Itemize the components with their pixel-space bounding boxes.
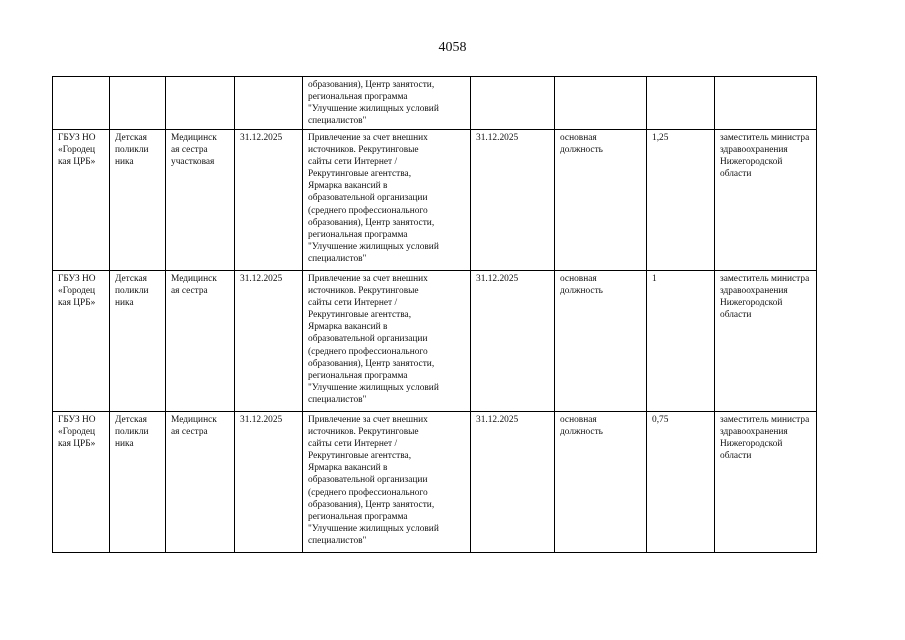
- cell-responsible: [715, 77, 817, 130]
- table-row: [53, 271, 817, 412]
- cell-rate: 0,75: [647, 412, 715, 553]
- cell-job-type: основная должность: [555, 412, 647, 553]
- cell-department: Детская поликли ника: [110, 271, 166, 412]
- cell-date: 31.12.2025: [235, 412, 303, 553]
- table-row: [53, 130, 817, 271]
- cell-rate: [647, 77, 715, 130]
- cell-measures: Привлечение за счет внешних источников. Рекрутинговые сайты сети Интернет / Рекрутинговые агентства, Ярмарка вакансий в образовательной организации (среднего профессионального образования), Центр занятости, региональная программа "Улучшение жилищных условий специалистов": [303, 412, 471, 553]
- cell-responsible: заместитель министра здравоохранения Нижегородской области: [715, 130, 817, 271]
- cell-date: [235, 77, 303, 130]
- cell-department: Детская поликли ника: [110, 130, 166, 271]
- table-row: [53, 412, 817, 553]
- cell-organization: ГБУЗ НО «Городец кая ЦРБ»: [53, 412, 110, 553]
- cell-deadline: 31.12.2025: [471, 271, 555, 412]
- cell-responsible: заместитель министра здравоохранения Нижегородской области: [715, 271, 817, 412]
- cell-rate: 1: [647, 271, 715, 412]
- cell-rate: 1,25: [647, 130, 715, 271]
- cell-position: [166, 77, 235, 130]
- cell-organization: ГБУЗ НО «Городец кая ЦРБ»: [53, 271, 110, 412]
- page-number: 4058: [438, 40, 467, 55]
- cell-job-type: основная должность: [555, 130, 647, 271]
- cell-job-type: [555, 77, 647, 130]
- cell-organization: [53, 77, 110, 130]
- cell-department: Детская поликли ника: [110, 412, 166, 553]
- table-row-continued: [53, 77, 817, 130]
- cell-deadline: 31.12.2025: [471, 130, 555, 271]
- cell-date: 31.12.2025: [235, 271, 303, 412]
- cell-deadline: [471, 77, 555, 130]
- cell-position: Медицинск ая сестра: [166, 412, 235, 553]
- cell-measures: Привлечение за счет внешних источников. Рекрутинговые сайты сети Интернет / Рекрутинговые агентства, Ярмарка вакансий в образовательной организации (среднего профессионального образования), Центр занятости, региональная программа "Улучшение жилищных условий специалистов": [303, 271, 471, 412]
- cell-date: 31.12.2025: [235, 130, 303, 271]
- cell-department: [110, 77, 166, 130]
- cell-responsible: заместитель министра здравоохранения Нижегородской области: [715, 412, 817, 553]
- cell-job-type: основная должность: [555, 271, 647, 412]
- cell-position: Медицинск ая сестра: [166, 271, 235, 412]
- cell-position: Медицинск ая сестра участковая: [166, 130, 235, 271]
- staffing-table: [52, 76, 817, 553]
- cell-deadline: 31.12.2025: [471, 412, 555, 553]
- cell-measures: образования), Центр занятости, региональная программа "Улучшение жилищных условий специалистов": [303, 77, 471, 130]
- cell-organization: ГБУЗ НО «Городец кая ЦРБ»: [53, 130, 110, 271]
- cell-measures: Привлечение за счет внешних источников. Рекрутинговые сайты сети Интернет / Рекрутинговые агентства, Ярмарка вакансий в образовательной организации (среднего профессионального образования), Центр занятости, региональная программа "Улучшение жилищных условий специалистов": [303, 130, 471, 271]
